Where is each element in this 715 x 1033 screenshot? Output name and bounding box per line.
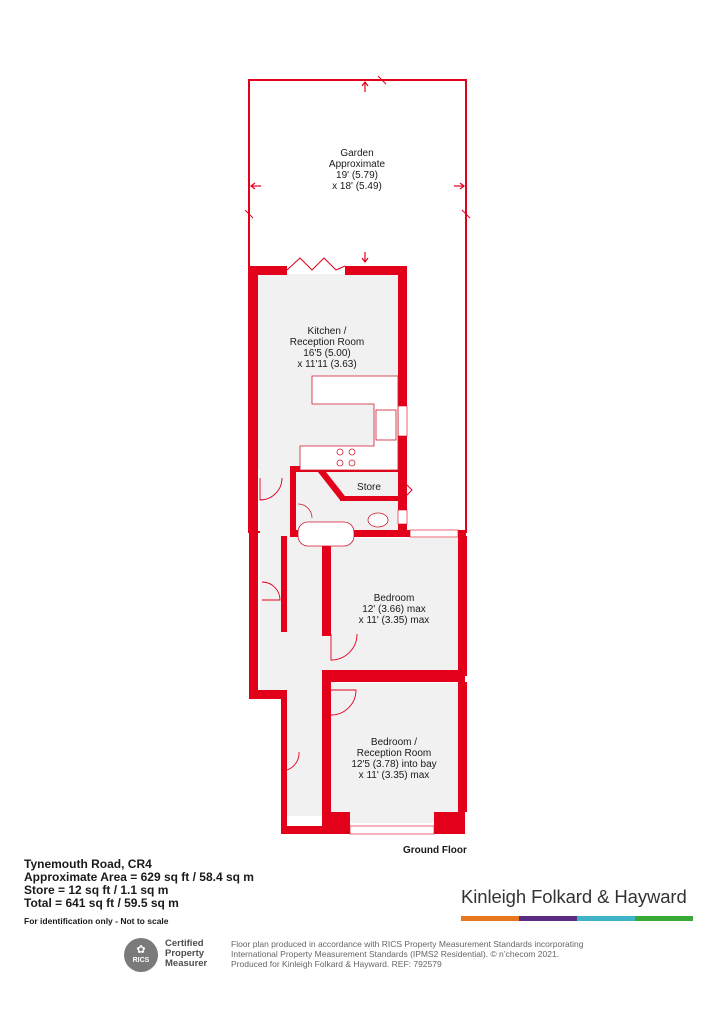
bedroom2-label-1: Bedroom / (370, 737, 418, 748)
kitchen-label-1: Kitchen / (307, 326, 347, 337)
kitchen-label-3: 16'5 (5.00) (303, 348, 351, 359)
property-note: For identification only - Not to scale (24, 916, 169, 926)
disclaimer-line-2: International Property Measurement Standards (IPMS2 Residential). © n’checom 2021. (231, 949, 560, 959)
bedroom-label-1: Bedroom (373, 593, 415, 604)
disclaimer (231, 939, 583, 969)
garden-label-1: Garden (340, 148, 374, 159)
property-store: Store = 12 sq ft / 1.1 sq m (24, 883, 169, 897)
store-label: Store (357, 482, 381, 493)
brand-bar-orange (461, 916, 519, 921)
rics-text (165, 939, 207, 969)
kitchen-label-2: Reception Room (289, 337, 365, 348)
bedroom-label-2: 12' (3.66) max (362, 604, 426, 615)
rics-line-3: Measurer (165, 958, 208, 969)
bedroom-label-3: x 11' (3.35) max (358, 615, 430, 626)
rics-logo-icon: ✿ RICS (124, 938, 158, 972)
rics-badge (124, 938, 224, 972)
bedroom2-label-4: x 11' (3.35) max (358, 770, 430, 781)
bedroom2-label-2: Reception Room (356, 748, 432, 759)
bedroom2-label-3: 12'5 (3.78) into bay (351, 759, 437, 770)
rics-line-1: Certified (165, 938, 204, 949)
property-total: Total = 641 sq ft / 59.5 sq m (24, 896, 179, 910)
brand-bar-purple (519, 916, 577, 921)
disclaimer-line-1: Floor plan produced in accordance with RICS Property Measurement Standards incorporating (231, 939, 584, 949)
disclaimer-line-3: Produced for Kinleigh Folkard & Hayward. REF: 792579 (231, 959, 442, 969)
kitchen-label-4: x 11'11 (3.63) (297, 359, 357, 370)
property-info (24, 858, 254, 928)
brand-logo (461, 886, 693, 921)
brand-bar-cyan (577, 916, 635, 921)
garden-label-4: x 18' (5.49) (332, 181, 382, 192)
brand-color-bar (461, 916, 693, 921)
property-area: Approximate Area = 629 sq ft / 58.4 sq m (24, 870, 254, 884)
property-address: Tynemouth Road, CR4 (24, 857, 152, 871)
floor-label: Ground Floor (403, 845, 467, 856)
garden-label-3: 19' (5.79) (336, 170, 378, 181)
rics-line-2: Property (165, 948, 205, 959)
garden-label-2: Approximate (328, 159, 386, 170)
rics-badge-text: RICS (132, 957, 150, 964)
brand-bar-green (635, 916, 693, 921)
brand-name: Kinleigh Folkard & Hayward (461, 886, 687, 907)
